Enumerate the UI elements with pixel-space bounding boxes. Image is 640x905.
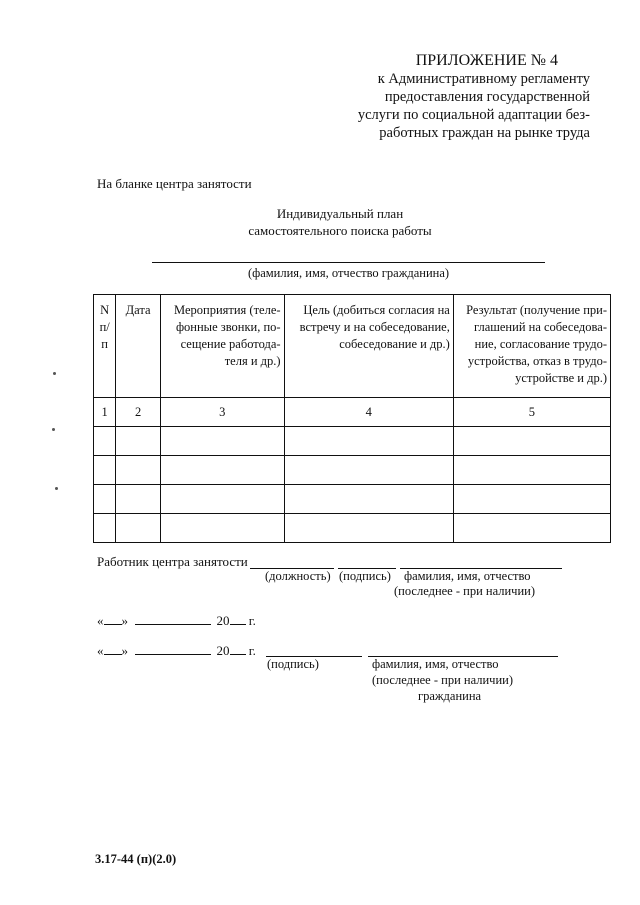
column-number: 5 — [453, 398, 610, 427]
header-number: N п/п — [94, 295, 116, 398]
column-number: 4 — [284, 398, 453, 427]
worker-fio-caption: фамилия, имя, отчество — [404, 569, 531, 583]
citizen-caption-who: гражданина — [418, 689, 482, 703]
table-cell — [284, 427, 453, 456]
date-close-quote: » — [121, 613, 128, 628]
table-cell — [160, 456, 284, 485]
header-activities: Мероприятия (теле- фонные звонки, по- сещение работода- теля и др.) — [160, 295, 284, 398]
citizen-name-caption: (фамилия, имя, отчество гражданина) — [247, 266, 450, 280]
table-cell — [453, 485, 610, 514]
appendix-line-2: предоставления государственной — [384, 89, 590, 105]
year-suffix: г. — [248, 613, 256, 628]
citizen-fio-caption: фамилия, имя, отчество — [372, 657, 499, 671]
citizen-date-line — [97, 643, 256, 659]
table-row — [94, 514, 611, 543]
table-header-row — [94, 295, 611, 398]
year-suffix: г. — [248, 643, 256, 658]
table-cell — [94, 514, 116, 543]
scan-speck — [55, 487, 58, 490]
citizen-signature-caption: (подпись) — [267, 657, 319, 671]
form-code: 3.17-44 (п)(2.0) — [95, 852, 177, 866]
appendix-line-3: услуги по социальной адаптации без- — [357, 107, 590, 123]
table-cell — [116, 427, 161, 456]
table-cell — [94, 456, 116, 485]
citizen-name-line — [152, 262, 545, 263]
header-date: Дата — [116, 295, 161, 398]
year-prefix: 20 — [216, 643, 230, 658]
appendix-heading: ПРИЛОЖЕНИЕ № 4 — [415, 52, 558, 69]
table-cell — [116, 514, 161, 543]
plan-title — [200, 205, 480, 239]
table-cell — [284, 456, 453, 485]
column-number: 3 — [160, 398, 284, 427]
column-number: 2 — [116, 398, 161, 427]
column-number-row — [94, 398, 611, 427]
column-number: 1 — [94, 398, 116, 427]
date-close-quote: » — [121, 643, 128, 658]
table-cell — [160, 514, 284, 543]
year-prefix: 20 — [216, 613, 230, 628]
worker-fio-note: (последнее - при наличии) — [394, 584, 535, 598]
date-open-quote: « — [97, 613, 104, 628]
day-blank — [104, 643, 122, 655]
month-blank — [135, 613, 211, 625]
citizen-fio-note: (последнее - при наличии) — [372, 673, 513, 687]
header-goal: Цель (добиться согласия на встречу и на собеседование, собеседование и др.) — [284, 295, 453, 398]
plan-title-line-2: самостоятельного поиска работы — [248, 223, 432, 238]
appendix-line-4: работных граждан на рынке труда — [379, 125, 590, 141]
table-cell — [160, 427, 284, 456]
table-cell — [453, 456, 610, 485]
table-row — [94, 485, 611, 514]
plan-title-line-1: Индивидуальный план — [276, 206, 404, 221]
year-blank — [230, 643, 246, 655]
scan-speck — [52, 428, 55, 431]
day-blank — [104, 613, 122, 625]
table-cell — [284, 485, 453, 514]
table-cell — [94, 427, 116, 456]
table-cell — [116, 456, 161, 485]
appendix-block — [340, 52, 590, 142]
table-cell — [94, 485, 116, 514]
worker-position-caption: (должность) — [265, 569, 331, 583]
header-result: Результат (получение при- глашений на собеседова- ние, согласование трудо- устройства, отказ в трудо- устройстве и др.) — [453, 295, 610, 398]
table-cell — [116, 485, 161, 514]
table-cell — [160, 485, 284, 514]
year-blank — [230, 613, 246, 625]
month-blank — [135, 643, 211, 655]
table-cell — [453, 514, 610, 543]
worker-signature-caption: (подпись) — [339, 569, 391, 583]
table-cell — [284, 514, 453, 543]
worker-label: Работник центра занятости — [97, 554, 248, 569]
table-row — [94, 427, 611, 456]
appendix-line-1: к Административному регламенту — [377, 71, 590, 87]
worker-date-line — [97, 613, 256, 629]
letterhead-note: На бланке центра занятости — [97, 176, 252, 191]
plan-table — [93, 294, 611, 543]
table-cell — [453, 427, 610, 456]
date-open-quote: « — [97, 643, 104, 658]
table-row — [94, 456, 611, 485]
scan-speck — [53, 372, 56, 375]
